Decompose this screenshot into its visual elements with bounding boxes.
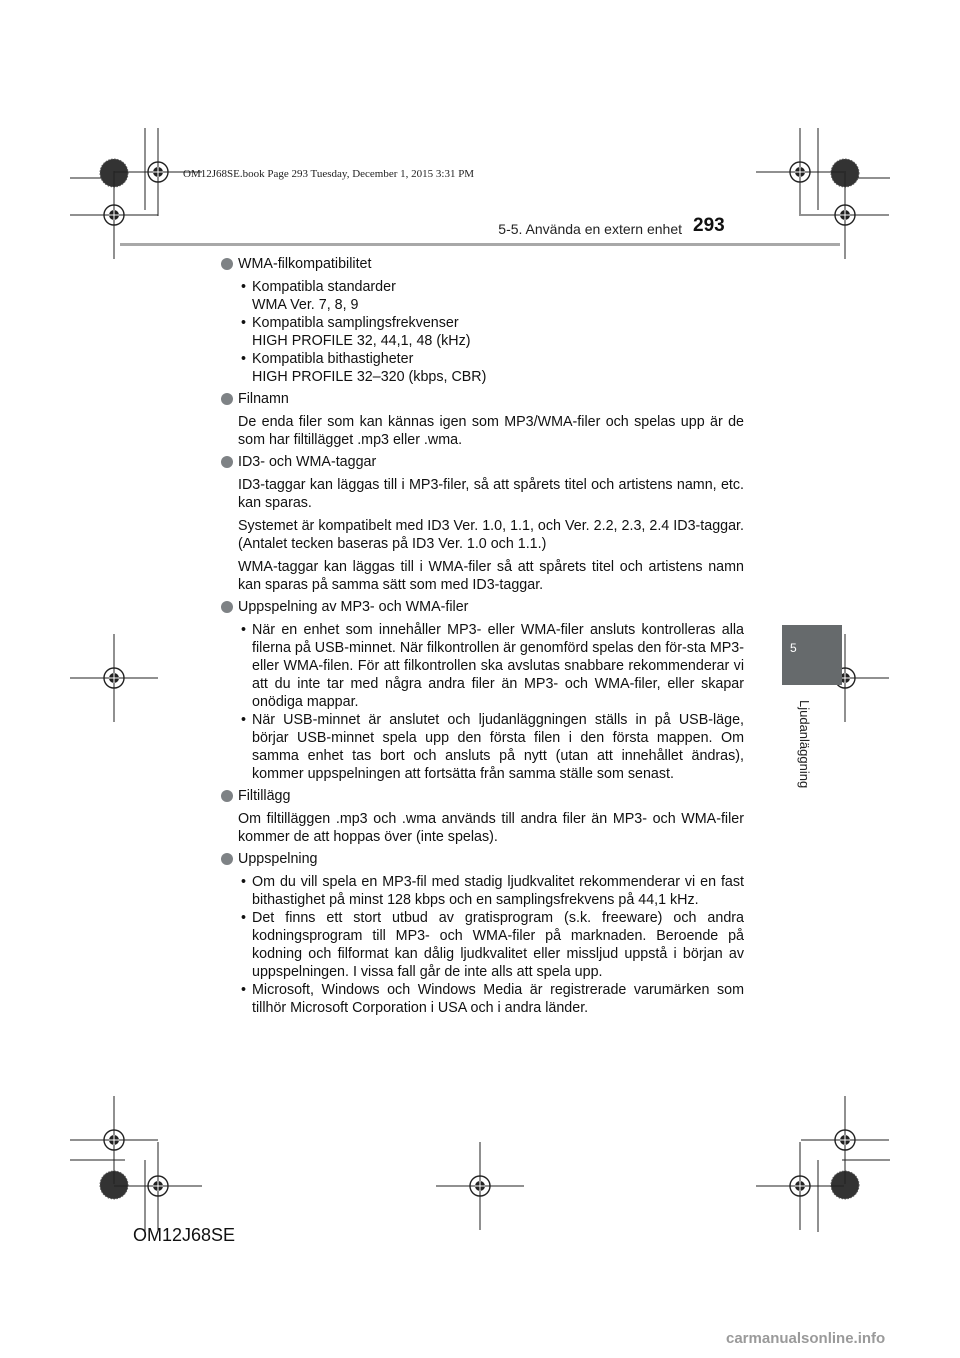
paragraph: De enda filer som kan kännas igen som MP3/WMA-filer och spelas upp är de som har filtillägget .mp3 eller .wma.	[238, 414, 744, 448]
list-item: • Kompatibla standarder WMA Ver. 7, 8, 9	[241, 279, 396, 313]
bullet-circle-icon	[221, 258, 233, 270]
bullet-list	[221, 278, 744, 386]
bullet-circle-icon	[221, 853, 233, 865]
list-item: • När en enhet som innehåller MP3- eller WMA-filer ansluts kontrolleras alla filerna på USB-minnet. När filkontrollen är genomförd spelas den för-sta MP3- eller WMA-filen. För att filkontrollen ska avslutas snabbare rekommenderar vi att du inte tar med några andra filer än MP3- och WMA-filer, eller skapar onödiga mappar.	[241, 622, 744, 710]
bullet-list	[221, 621, 744, 783]
bullet-list	[221, 873, 744, 1017]
section-title: 5-5. Använda en extern enhet	[498, 221, 682, 237]
paragraph: Systemet är kompatibelt med ID3 Ver. 1.0, 1.1, och Ver. 2.2, 2.3, 2.4 ID3-taggar. (Antalet tecken baseras på ID3 Ver. 1.0 och 1.1.)	[238, 518, 744, 552]
section-heading: Filnamn	[221, 390, 744, 408]
list-item: • Om du vill spela en MP3-fil med stadig ljudkvalitet rekommenderar vi en fast bithastighet på minst 128 kbps och en samplingsfrekvens på 44,1 kHz.	[241, 874, 744, 908]
section-heading: ID3- och WMA-taggar	[221, 453, 744, 471]
bullet-circle-icon	[221, 790, 233, 802]
section-heading: Filtillägg	[221, 787, 744, 805]
page-number: 293	[693, 215, 725, 236]
bullet-circle-icon	[221, 393, 233, 405]
header-rule	[120, 243, 840, 246]
list-item: • Kompatibla samplingsfrekvenser HIGH PROFILE 32, 44,1, 48 (kHz)	[241, 315, 471, 349]
section-heading: WMA-filkompatibilitet	[221, 255, 744, 273]
paragraph: ID3-taggar kan läggas till i MP3-filer, så att spårets titel och artistens namn, etc. kan sparas.	[238, 477, 744, 511]
page-content	[221, 255, 744, 1021]
list-item: • När USB-minnet är anslutet och ljudanläggningen ställs in på USB-läge, börjar USB-minnet spela upp den första filen i den första mappen. Om samma enhet tas bort och ansluts på nytt (utan att innehållet ändras), kommer uppspelningen att fortsätta från samma ställe som senast.	[241, 712, 744, 782]
bullet-circle-icon	[221, 456, 233, 468]
list-item: • Microsoft, Windows och Windows Media är registrerade varumärken som tillhör Microsoft Corporation i USA och i andra länder.	[241, 982, 744, 1016]
chapter-number: 5	[790, 641, 797, 655]
watermark: carmanualsonline.info	[726, 1330, 886, 1347]
chapter-tab	[782, 625, 842, 685]
manual-code: OM12J68SE	[133, 1225, 236, 1245]
bullet-circle-icon	[221, 601, 233, 613]
list-item: • Kompatibla bithastigheter HIGH PROFILE 32–320 (kbps, CBR)	[241, 351, 487, 385]
section-heading: Uppspelning av MP3- och WMA-filer	[221, 598, 744, 616]
chapter-label: Ljudanläggning	[797, 700, 812, 789]
section-heading: Uppspelning	[221, 850, 744, 868]
print-job-info: OM12J68SE.book Page 293 Tuesday, December 1, 2015 3:31 PM	[183, 168, 475, 180]
list-item: • Det finns ett stort utbud av gratisprogram (s.k. freeware) och andra kodningsprogram till MP3- och WMA-filer på marknaden. Beroende på kodning och filformat kan dålig ljudkvalitet eller missljud uppstå i början av uppspelningen. I vissa fall går de inte alls att spela upp.	[241, 910, 744, 980]
paragraph: Om filtilläggen .mp3 och .wma används till andra filer än MP3- och WMA-filer kommer de att hoppas över (inte spelas).	[238, 811, 744, 845]
paragraph: WMA-taggar kan läggas till i WMA-filer så att spårets titel och artistens namn kan sparas på samma sätt som med ID3-taggar.	[238, 559, 744, 593]
